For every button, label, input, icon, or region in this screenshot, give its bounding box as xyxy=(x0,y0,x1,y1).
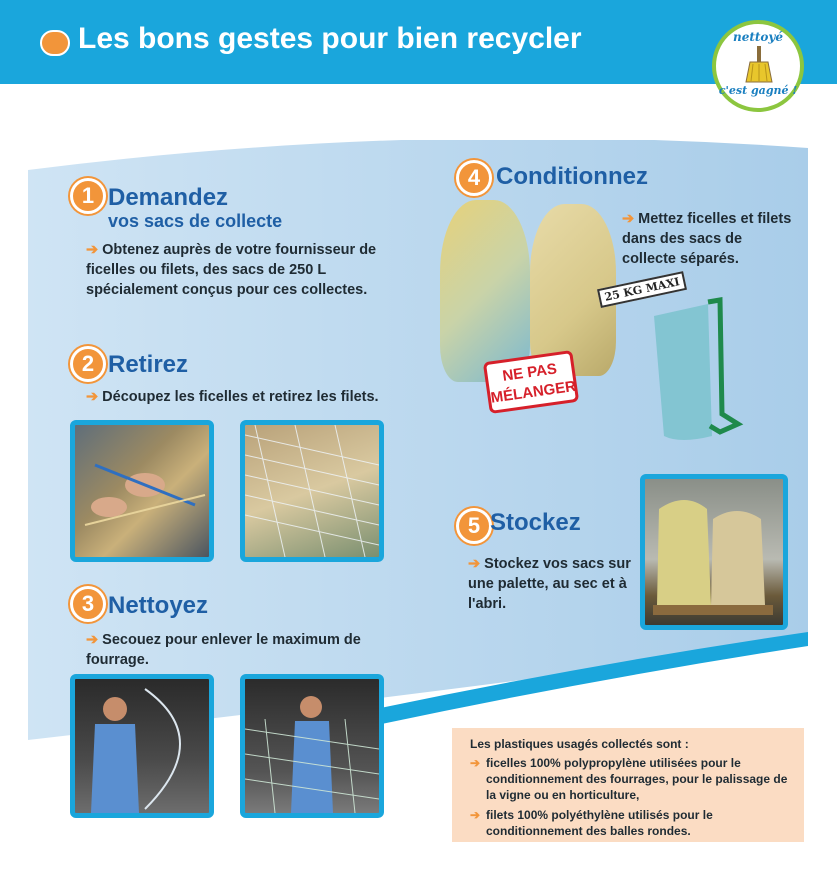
step-1-title: Demandez xyxy=(108,184,229,211)
collection-bag-image xyxy=(440,200,530,382)
bag-holder-image xyxy=(650,296,746,444)
step-1-subtitle: vos sacs de collecte xyxy=(108,211,283,231)
nettoye-logo xyxy=(712,20,804,112)
do-not-mix-stamp: NE PAS MÉLANGER xyxy=(483,350,579,414)
arrow-right-icon: ➔ xyxy=(86,242,99,258)
logo-top-text: nettoyé xyxy=(732,30,784,44)
cutting-string-photo xyxy=(70,420,214,562)
step-4-title: Conditionnez xyxy=(496,163,648,190)
page-title: Les bons gestes pour bien recycler xyxy=(78,22,582,55)
info-heading: Les plastiques usagés collectés sont : xyxy=(470,737,689,751)
step-5-title: Stockez xyxy=(490,509,581,536)
arrow-right-icon: ➔ xyxy=(86,632,99,648)
arrow-right-icon: ➔ xyxy=(622,211,635,227)
step-3-title: Nettoyez xyxy=(108,592,209,619)
step-1-number: 1 xyxy=(70,178,106,214)
info-item: ➔ ficelles 100% polypropylène utilisées pour le conditionnement des fourrages, pour le palissage de la vigne ou en horticulture, xyxy=(470,756,788,802)
arrow-right-icon: ➔ xyxy=(468,556,481,572)
logo-bottom-text: c'est gagné ! xyxy=(718,84,798,97)
shaking-string-photo xyxy=(70,674,214,818)
step-2-title: Retirez xyxy=(108,351,189,378)
net-photo xyxy=(240,420,384,562)
shaking-net-photo xyxy=(240,674,384,818)
broom-icon xyxy=(744,46,774,84)
step-1-text: ➔ Obtenez auprès de votre fournisseur de ficelles ou filets, des sacs de 250 L spécialement conçus pour ces collectes. xyxy=(86,242,377,298)
arrow-right-icon: ➔ xyxy=(86,389,99,405)
header-bullet-icon xyxy=(40,30,70,56)
step-5-text: ➔ Stockez vos sacs sur une palette, au sec et à l'abri. xyxy=(468,556,631,612)
pallet-storage-photo xyxy=(640,474,788,630)
info-item: ➔ filets 100% polyéthylène utilisés pour le conditionnement des balles rondes. xyxy=(470,808,713,838)
step-4-number: 4 xyxy=(456,160,492,196)
step-3-number: 3 xyxy=(70,586,106,622)
arrow-right-icon: ➔ xyxy=(470,808,481,822)
step-5-number: 5 xyxy=(456,508,492,544)
step-2-text: ➔ Découpez les ficelles et retirez les filets. xyxy=(86,389,379,405)
weight-label: 25 KG MAXI xyxy=(597,271,687,308)
info-box xyxy=(452,728,804,842)
step-2-number: 2 xyxy=(70,346,106,382)
step-3-text: ➔ Secouez pour enlever le maximum de fourrage. xyxy=(86,632,361,668)
arrow-right-icon: ➔ xyxy=(470,756,481,770)
step-4-text: ➔ Mettez ficelles et filets dans des sacs de collecte séparés. xyxy=(622,211,792,267)
